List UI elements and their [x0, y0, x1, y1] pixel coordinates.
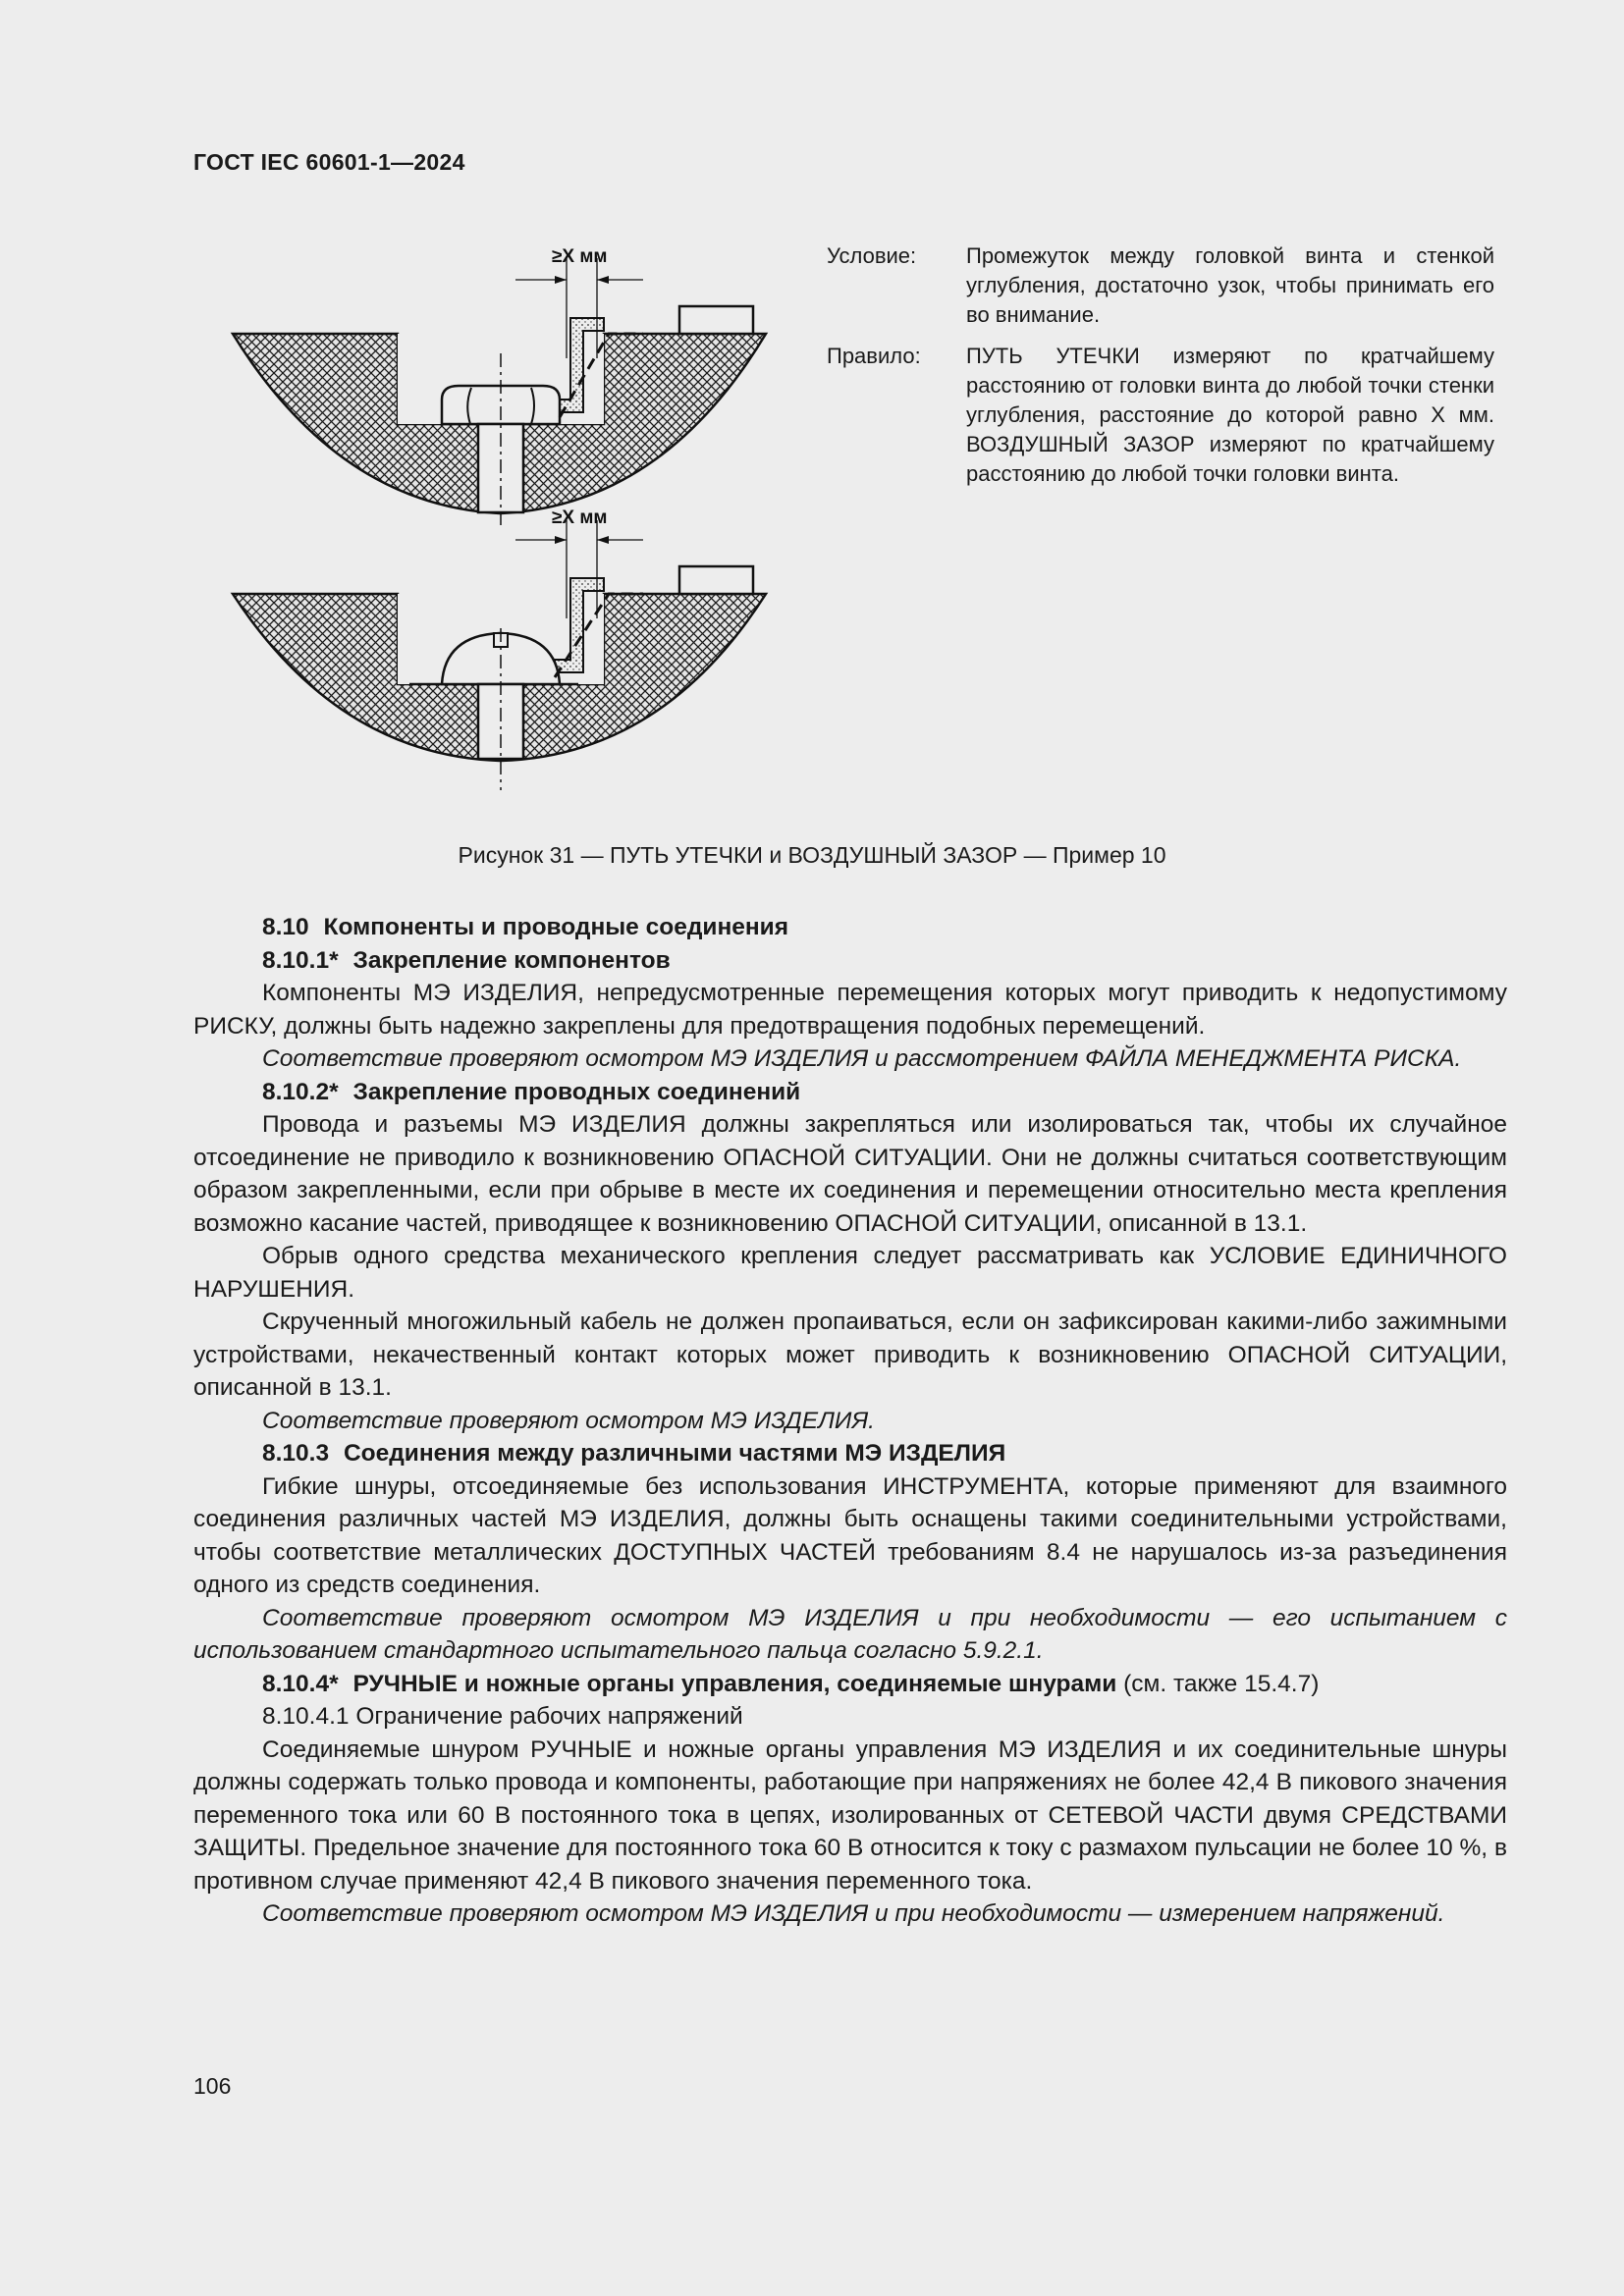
bottom-cover-plate: [679, 566, 753, 594]
heading-number: 8.10.4*: [262, 1670, 339, 1697]
compliance-check: Соответствие проверяют осмотром МЭ ИЗДЕЛИЯ и при необходимости — измерением напряжений.: [262, 1900, 1445, 1927]
heading-8-10-1: [193, 944, 1507, 978]
heading-title: Закрепление проводных соединений: [352, 1078, 801, 1105]
document-header: ГОСТ IEC 60601-1—2024: [193, 149, 465, 175]
paragraph: Соединяемые шнуром РУЧНЫЕ и ножные органы управления МЭ ИЗДЕЛИЯ и их соединительные шнуры должны содержать только провода и компоненты, работающие при напряжениях не более 42,4 В пикового значения переменного тока или 60 В постоянного тока в цепях, изолированных от СЕТЕВОЙ ЧАСТИ двумя СРЕДСТВАМИ ЗАЩИТЫ. Предельное значение для постоянного тока 60 В относится к току с размахом пульсации не более 10 %, в противном случае применяют 42,4 В пикового значения переменного тока.: [193, 1735, 1507, 1895]
heading-number: 8.10: [262, 914, 309, 940]
paragraph: Гибкие шнуры, отсоединяемые без использования ИНСТРУМЕНТА, которые применяют для взаимного соединения различных частей МЭ ИЗДЕЛИЯ, должны быть оснащены такими соединительными устройствами, чтобы соответствие металлических ДОСТУПНЫХ ЧАСТЕЙ требованиям 8.4 не нарушалось из-за разъединения одного из средств соединения.: [193, 1472, 1507, 1598]
heading-number: 8.10.2*: [262, 1078, 339, 1105]
heading-number: 8.10.1*: [262, 946, 339, 974]
heading-8-10-4: [193, 1668, 1507, 1701]
heading-title: Закрепление компонентов: [352, 946, 671, 974]
heading-8-10-2: [193, 1076, 1507, 1109]
legend-condition-term: Условие:: [827, 243, 917, 268]
legend-condition-text: Промежуток между головкой винта и стенкой углубления, достаточно узок, чтобы принимать его во внимание.: [966, 243, 1494, 327]
heading-number: 8.10.3: [262, 1440, 330, 1467]
top-diagram: [233, 246, 766, 525]
compliance-check: Соответствие проверяют осмотром МЭ ИЗДЕЛИЯ.: [262, 1407, 875, 1434]
heading-title: РУЧНЫЕ и ножные органы управления, соединяемые шнурами: [352, 1670, 1117, 1697]
paragraph: Провода и разъемы МЭ ИЗДЕЛИЯ должны закрепляться или изолироваться так, чтобы их случайное отсоединение не приводило к возникновению ОПАСНОЙ СИТУАЦИИ. Они не должны считаться соответствующим образом закрепленными, если при обрыве в месте их соединения и перемещении относительно места крепления возможно касание частей, приводящее к возникновению ОПАСНОЙ СИТУАЦИИ, описанной в 13.1.: [193, 1111, 1507, 1237]
heading-number: 8.10.4.1: [262, 1703, 350, 1730]
top-dimension-label: ≥X мм: [552, 246, 608, 267]
paragraph: Скрученный многожильный кабель не должен пропаиваться, если он зафиксирован какими-либо зажимными устройствами, некачественный контакт которых может приводить к возникновению ОПАСНОЙ СИТУАЦИИ, описанной в 13.1.: [193, 1308, 1507, 1401]
bottom-diagram: [233, 507, 766, 790]
page-number: 106: [193, 2073, 232, 2099]
legend-condition: [827, 241, 1494, 330]
figure-31-diagram: [221, 240, 790, 800]
heading-8-10-4-1: [193, 1700, 1507, 1734]
legend-rule-text: ПУТЬ УТЕЧКИ измеряют по кратчайшему расстоянию от головки винта до любой точки стенки углубления, расстояние до которой равно X мм. ВОЗДУШНЫЙ ЗАЗОР измеряют по кратчайшему расстоянию до любой точки головки винта.: [966, 344, 1494, 486]
bottom-dimension-label: ≥X мм: [552, 507, 608, 528]
legend-rule: [827, 342, 1494, 489]
heading-title: Соединения между различными частями МЭ ИЗДЕЛИЯ: [343, 1440, 1006, 1467]
top-cover-plate: [679, 306, 753, 334]
heading-title: Ограничение рабочих напряжений: [355, 1703, 743, 1730]
paragraph: Обрыв одного средства механического крепления следует рассматривать как УСЛОВИЕ ЕДИНИЧНОГО НАРУШЕНИЯ.: [193, 1243, 1507, 1303]
paragraph: Компоненты МЭ ИЗДЕЛИЯ, непредусмотренные перемещения которых могут приводить к недопустимому РИСКУ, должны быть надежно закреплены для предотвращения подобных перемещений.: [193, 980, 1507, 1040]
figure-caption: Рисунок 31 — ПУТЬ УТЕЧКИ и ВОЗДУШНЫЙ ЗАЗОР — Пример 10: [458, 842, 1166, 868]
figure-legend: [827, 241, 1494, 501]
heading-8-10-3: [193, 1437, 1507, 1470]
compliance-check: Соответствие проверяют осмотром МЭ ИЗДЕЛИЯ и при необходимости — его испытанием с использованием стандартного испытательного пальца согласно 5.9.2.1.: [193, 1604, 1507, 1664]
main-text: [193, 911, 1507, 1931]
heading-title: Компоненты и проводные соединения: [323, 914, 789, 940]
heading-reference: (см. также 15.4.7): [1123, 1670, 1320, 1697]
compliance-check: Соответствие проверяют осмотром МЭ ИЗДЕЛИЯ и рассмотрением ФАЙЛА МЕНЕДЖМЕНТА РИСКА.: [262, 1045, 1462, 1072]
heading-8-10: [193, 911, 1507, 944]
legend-rule-term: Правило:: [827, 344, 921, 368]
